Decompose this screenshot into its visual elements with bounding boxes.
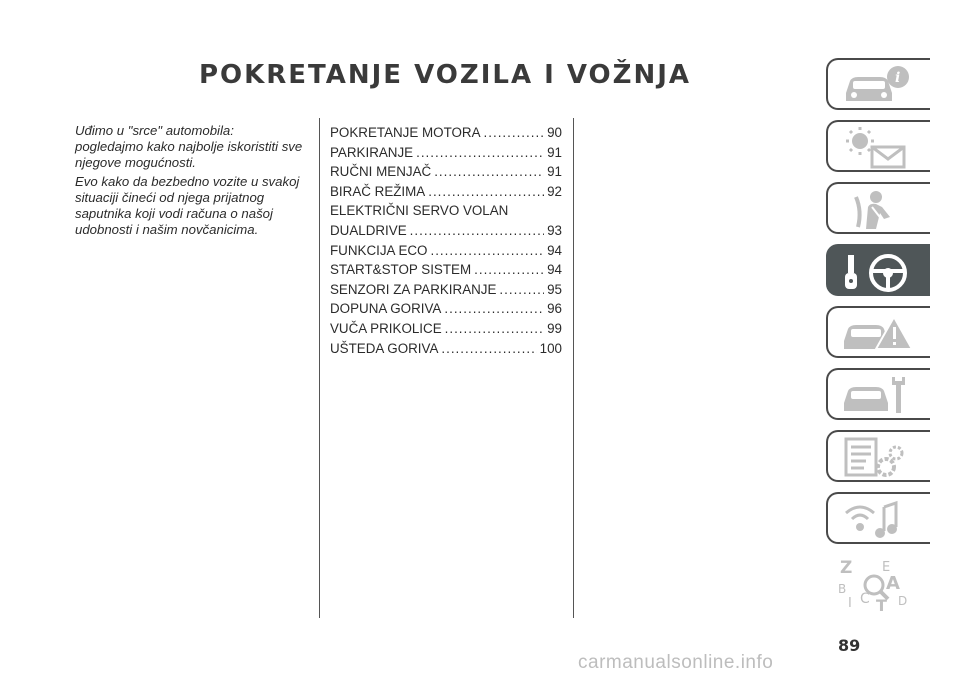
toc-item-page: 90 <box>547 125 562 140</box>
watermark: carmanualsonline.info <box>578 652 774 673</box>
car-wrench-icon <box>836 373 926 417</box>
toc-item-page: 94 <box>547 262 562 278</box>
table-of-contents <box>330 123 562 358</box>
chapter-tab-instruments[interactable] <box>826 58 930 110</box>
toc-item-label: UŠTEDA GORIVA <box>330 340 439 356</box>
toc-item-label: START&STOP SISTEM <box>330 262 472 278</box>
toc-item[interactable] <box>330 319 562 339</box>
index-letter-d: D <box>898 594 908 608</box>
intro-paragraph-2: Evo kako da bezbedno vozite u svakoj situaciji čineći od njega prijatnog saputnika koji vodi računa o našoj udobnosti i našim novčanicima. <box>75 173 300 238</box>
toc-item-label: FUNKCIJA ECO <box>330 242 428 258</box>
antenna-music-icon <box>836 497 926 541</box>
toc-leader-dots <box>416 143 544 163</box>
toc-leader-dots <box>499 280 544 300</box>
toc-item-page: 100 <box>539 340 562 356</box>
toc-item[interactable] <box>330 339 562 359</box>
document-gear-icon <box>836 435 926 479</box>
column-divider-right <box>573 118 574 618</box>
toc-item[interactable] <box>330 241 562 261</box>
toc-leader-dots <box>434 162 544 182</box>
index-letter-z: Z <box>840 558 853 578</box>
toc-leader-dots <box>445 319 544 339</box>
index-letter-i: I <box>848 596 852 611</box>
toc-item[interactable] <box>330 260 562 280</box>
index-letter-a: A <box>886 573 900 594</box>
toc-item-label: VUČA PRIKOLICE <box>330 320 442 336</box>
chapter-tab-index[interactable] <box>826 554 930 613</box>
intro-text <box>75 123 305 240</box>
chapter-tab-safety[interactable] <box>826 182 930 234</box>
page-number: 89 <box>838 636 861 655</box>
toc-item-label: SENZORI ZA PARKIRANJE <box>330 281 497 297</box>
toc-item-page: 96 <box>547 301 562 317</box>
column-divider-left <box>319 118 320 618</box>
toc-item[interactable] <box>330 201 562 240</box>
index-letter-t: T <box>876 596 887 613</box>
toc-item-page: 94 <box>547 242 562 258</box>
index-letter-c: C <box>860 591 870 607</box>
toc-item[interactable] <box>330 162 562 182</box>
car-info-icon <box>836 63 926 107</box>
toc-item-label: PARKIRANJE <box>330 144 414 160</box>
chapter-tab-emergency[interactable] <box>826 306 930 358</box>
toc-item[interactable] <box>330 123 562 143</box>
toc-item-page: 93 <box>547 222 562 238</box>
toc-leader-dots <box>441 339 536 359</box>
alphabet-index-icon <box>834 557 924 613</box>
toc-item[interactable] <box>330 182 562 202</box>
toc-item-page: 91 <box>547 164 562 180</box>
sun-mail-icon <box>836 125 926 169</box>
toc-leader-dots <box>444 299 544 319</box>
car-warning-icon <box>836 311 926 355</box>
toc-leader-dots <box>428 182 544 202</box>
toc-item-label: DUALDRIVE <box>330 222 407 238</box>
toc-item-label: BIRAČ REŽIMA <box>330 183 426 199</box>
toc-leader-dots <box>410 221 544 241</box>
intro-paragraph-1: Uđimo u "srce" automobila: pogledajmo kako najbolje iskoristiti sve njegove mogućnosti. <box>75 123 303 171</box>
chapter-tab-maintenance[interactable] <box>826 368 930 420</box>
toc-item-label-line1: ELEKTRIČNI SERVO VOLAN <box>330 203 509 219</box>
seat-airbag-icon <box>836 187 926 231</box>
chapter-tab-driving[interactable] <box>826 244 930 296</box>
svg-text:i: i <box>895 70 901 86</box>
index-letter-e: E <box>882 560 891 575</box>
toc-item-page: 95 <box>547 281 562 297</box>
toc-item-label: RUČNI MENJAČ <box>330 164 432 180</box>
toc-leader-dots <box>474 260 544 280</box>
page-title: POKRETANJE VOZILA I VOŽNJA <box>198 60 692 90</box>
toc-item-page: 91 <box>547 144 562 160</box>
toc-item[interactable] <box>330 299 562 319</box>
chapter-tab-technical[interactable] <box>826 430 930 482</box>
toc-item-page: 99 <box>547 320 562 336</box>
chapter-tab-multimedia[interactable] <box>826 492 930 544</box>
toc-item[interactable] <box>330 143 562 163</box>
chapter-tab-lights[interactable] <box>826 120 930 172</box>
toc-item-page: 92 <box>547 183 562 199</box>
toc-item-label: POKRETANJE MOTORA <box>330 125 481 140</box>
toc-item-label: DOPUNA GORIVA <box>330 301 442 317</box>
index-letter-b: B <box>838 582 847 596</box>
toc-item[interactable] <box>330 280 562 300</box>
toc-leader-dots <box>430 241 544 261</box>
toc-leader-dots <box>484 123 545 143</box>
key-steering-wheel-icon <box>836 249 926 297</box>
